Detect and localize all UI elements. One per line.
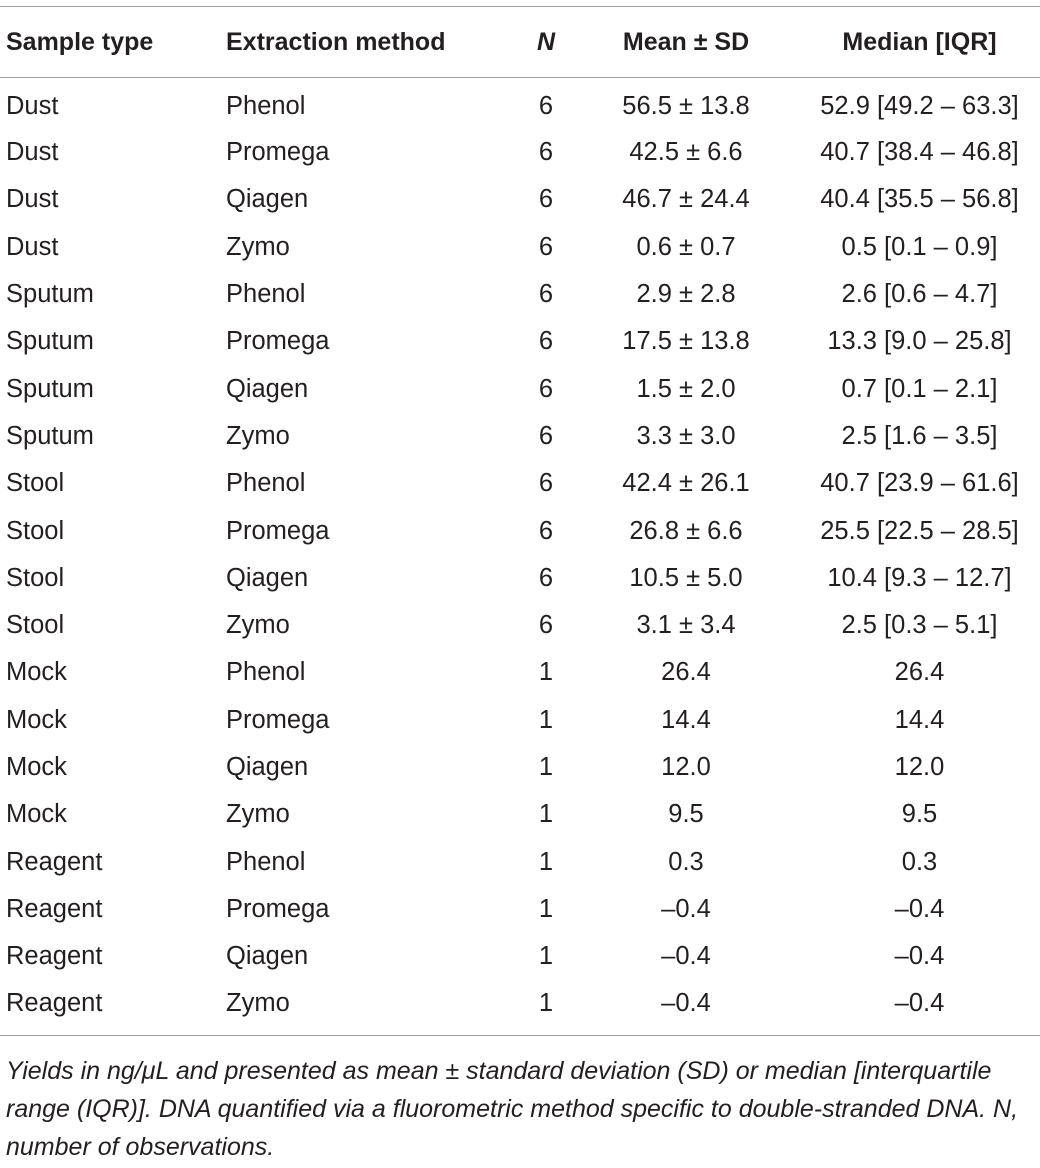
cell-sample-type: Sputum <box>6 421 94 450</box>
table-row <box>0 555 1040 602</box>
table-row <box>0 365 1040 412</box>
cell-sample-type: Mock <box>6 658 67 687</box>
cell-extraction-method: Promega <box>226 894 330 923</box>
cell-mean-sd: 56.5 ± 13.8 <box>622 92 750 120</box>
table-row <box>0 271 1040 318</box>
cell-n: 1 <box>538 989 554 1018</box>
cell-extraction-method: Phenol <box>226 280 306 309</box>
cell-median-iqr: –0.4 <box>894 989 945 1018</box>
cell-mean-sd: 26.8 ± 6.6 <box>629 516 743 545</box>
cell-extraction-method: Qiagen <box>226 753 309 781</box>
cell-n: 6 <box>538 280 554 309</box>
table-row <box>0 413 1040 460</box>
cell-sample-type: Stool <box>6 563 65 592</box>
cell-sample-type: Reagent <box>6 847 103 876</box>
cell-n: 6 <box>538 611 554 640</box>
cell-mean-sd: 0.3 <box>668 847 704 876</box>
cell-median-iqr: –0.4 <box>894 942 945 971</box>
cell-extraction-method: Phenol <box>226 847 306 876</box>
cell-extraction-method: Zymo <box>226 232 290 261</box>
cell-extraction-method: Phenol <box>226 658 306 687</box>
cell-n: 6 <box>538 92 554 120</box>
cell-sample-type: Sputum <box>6 374 94 403</box>
cell-median-iqr: 12.0 <box>894 753 945 781</box>
table-row <box>0 318 1040 365</box>
cell-mean-sd: 46.7 ± 24.4 <box>622 185 750 214</box>
cell-extraction-method: Phenol <box>226 469 306 498</box>
table-header-row <box>0 7 1040 78</box>
cell-median-iqr: 13.3 [9.0 – 25.8] <box>827 327 1012 356</box>
cell-extraction-method: Qiagen <box>226 374 309 403</box>
table-row <box>0 176 1040 223</box>
cell-median-iqr: 9.5 <box>901 800 938 829</box>
cell-n: 1 <box>538 658 554 687</box>
cell-sample-type: Dust <box>6 232 59 261</box>
table-row <box>0 791 1040 838</box>
cell-extraction-method: Phenol <box>226 92 306 120</box>
cell-n: 6 <box>538 138 554 167</box>
cell-n: 1 <box>538 894 554 923</box>
cell-mean-sd: 3.1 ± 3.4 <box>636 611 736 640</box>
cell-n: 6 <box>538 421 554 450</box>
cell-median-iqr: 25.5 [22.5 – 28.5] <box>820 516 1019 545</box>
cell-extraction-method: Promega <box>226 327 330 356</box>
cell-extraction-method: Promega <box>226 705 330 734</box>
cell-mean-sd: 12.0 <box>661 753 711 781</box>
cell-median-iqr: 0.7 [0.1 – 2.1] <box>841 374 998 403</box>
cell-mean-sd: 1.5 ± 2.0 <box>636 374 736 403</box>
table-body <box>0 78 1040 1036</box>
cell-mean-sd: 42.5 ± 6.6 <box>629 138 743 167</box>
cell-extraction-method: Zymo <box>226 989 290 1018</box>
cell-extraction-method: Qiagen <box>226 563 309 592</box>
table-row <box>0 78 1040 130</box>
cell-n: 6 <box>538 563 554 592</box>
cell-extraction-method: Promega <box>226 138 330 167</box>
cell-extraction-method: Zymo <box>226 611 290 640</box>
cell-median-iqr: 0.5 [0.1 – 0.9] <box>841 232 998 261</box>
header-sample-type: Sample type <box>0 7 226 78</box>
cell-mean-sd: 10.5 ± 5.0 <box>629 563 743 592</box>
cell-sample-type: Reagent <box>6 942 103 971</box>
cell-median-iqr: 10.4 [9.3 – 12.7] <box>827 563 1012 592</box>
cell-extraction-method: Promega <box>226 516 330 545</box>
cell-sample-type: Mock <box>6 800 67 829</box>
cell-mean-sd: 42.4 ± 26.1 <box>622 469 750 498</box>
cell-n: 1 <box>538 753 554 781</box>
cell-mean-sd: –0.4 <box>661 894 711 923</box>
cell-sample-type: Stool <box>6 516 65 545</box>
table-row <box>0 933 1040 980</box>
cell-median-iqr: 14.4 <box>894 705 945 734</box>
cell-mean-sd: 0.6 ± 0.7 <box>636 232 736 261</box>
cell-n: 6 <box>538 327 554 356</box>
table-footnote: Yields in ng/μL and presented as mean ± standard deviation (SD) or median [interquartile range (IQR)]. DNA quantified via a fluorometric method specific to double-stranded DNA. N, number of observations. <box>6 1057 1019 1161</box>
cell-extraction-method: Qiagen <box>226 942 309 971</box>
header-median-iqr: Median [IQR] <box>796 7 1040 78</box>
table-row <box>0 602 1040 649</box>
table-row <box>0 460 1040 507</box>
cell-mean-sd: 9.5 <box>668 800 704 829</box>
cell-n: 6 <box>538 516 554 545</box>
table-row <box>0 744 1040 791</box>
cell-n: 6 <box>538 185 554 214</box>
table-row <box>0 697 1040 744</box>
cell-n: 1 <box>538 847 554 876</box>
cell-median-iqr: 40.7 [23.9 – 61.6] <box>820 469 1019 498</box>
cell-median-iqr: 0.3 <box>901 847 938 876</box>
table-row <box>0 886 1040 933</box>
cell-n: 6 <box>538 232 554 261</box>
cell-sample-type: Reagent <box>6 894 103 923</box>
table-row <box>0 980 1040 1035</box>
cell-n: 1 <box>538 705 554 734</box>
cell-sample-type: Reagent <box>6 989 103 1018</box>
cell-mean-sd: 3.3 ± 3.0 <box>636 421 736 450</box>
cell-mean-sd: 26.4 <box>661 658 711 687</box>
cell-sample-type: Sputum <box>6 280 94 309</box>
cell-mean-sd: –0.4 <box>661 989 711 1018</box>
cell-median-iqr: 40.7 [38.4 – 46.8] <box>820 138 1019 167</box>
cell-extraction-method: Qiagen <box>226 185 309 214</box>
dna-yield-table <box>0 6 1040 1036</box>
cell-median-iqr: –0.4 <box>894 894 945 923</box>
cell-mean-sd: 2.9 ± 2.8 <box>636 280 736 309</box>
cell-extraction-method: Zymo <box>226 800 290 829</box>
table-row <box>0 224 1040 271</box>
cell-sample-type: Stool <box>6 469 65 498</box>
cell-n: 1 <box>538 942 554 971</box>
header-mean-sd: Mean ± SD <box>576 7 796 78</box>
cell-n: 6 <box>538 374 554 403</box>
table-row <box>0 838 1040 885</box>
cell-sample-type: Dust <box>6 138 59 167</box>
cell-sample-type: Dust <box>6 185 59 214</box>
cell-mean-sd: 17.5 ± 13.8 <box>622 327 750 356</box>
cell-median-iqr: 52.9 [49.2 – 63.3] <box>820 92 1019 120</box>
cell-n: 1 <box>538 800 554 829</box>
cell-sample-type: Dust <box>6 92 59 120</box>
cell-mean-sd: 14.4 <box>661 705 711 734</box>
cell-sample-type: Sputum <box>6 327 94 356</box>
table-row <box>0 507 1040 554</box>
cell-mean-sd: –0.4 <box>661 942 711 971</box>
cell-median-iqr: 2.6 [0.6 – 4.7] <box>841 280 998 309</box>
cell-sample-type: Mock <box>6 705 67 734</box>
cell-sample-type: Stool <box>6 611 65 640</box>
cell-n: 6 <box>538 469 554 498</box>
table-row <box>0 649 1040 696</box>
header-extraction-method: Extraction method <box>226 7 516 78</box>
cell-extraction-method: Zymo <box>226 421 290 450</box>
cell-median-iqr: 26.4 <box>894 658 945 687</box>
header-n: N <box>516 7 576 78</box>
cell-median-iqr: 2.5 [1.6 – 3.5] <box>841 421 998 450</box>
cell-median-iqr: 40.4 [35.5 – 56.8] <box>820 185 1019 214</box>
table-row <box>0 129 1040 176</box>
cell-sample-type: Mock <box>6 753 67 781</box>
cell-median-iqr: 2.5 [0.3 – 5.1] <box>841 611 998 640</box>
